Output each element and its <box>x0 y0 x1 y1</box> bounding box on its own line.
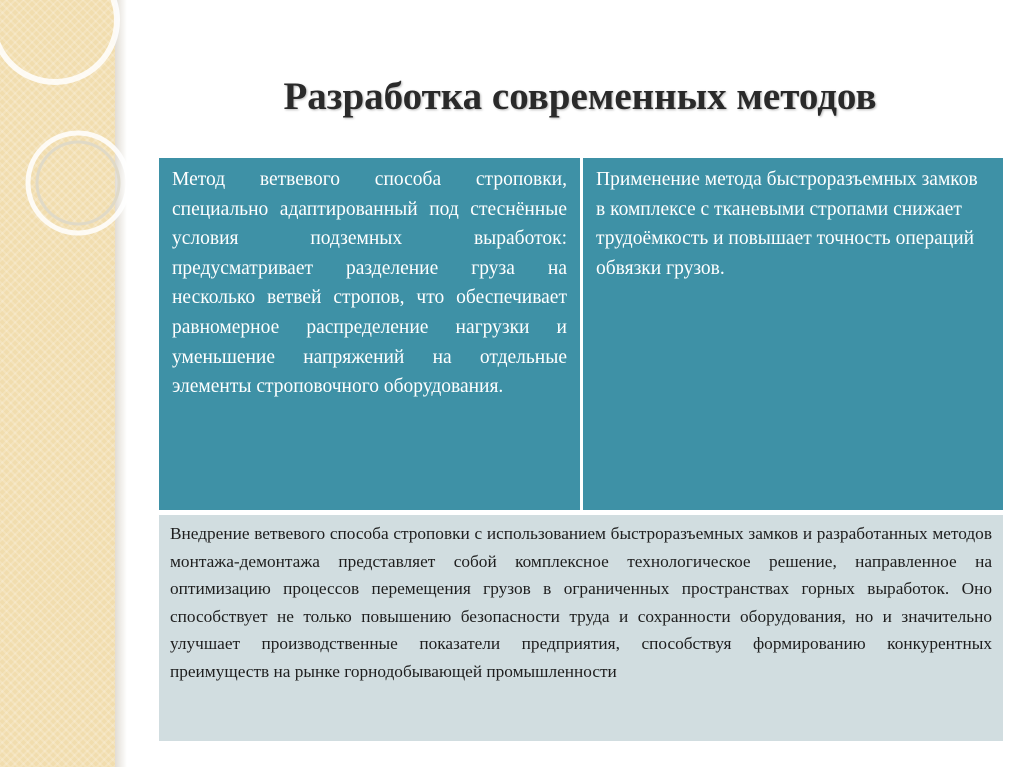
small-ring-outer <box>28 133 128 233</box>
slide-title: Разработка современных методов <box>283 75 877 118</box>
conclusion-cell: Внедрение ветвевого способа строповки с использованием быстроразъемных замков и разработанных методов монтажа-демонтажа представляет собой комплексное технологическое решение, направленное на оптимизацию процессов перемещения грузов в ограниченных пространствах горных выработок. Оно способствует не только повышению безопасности труда и сохранности оборудования, но и значительно улучшает производственные показатели предприятия, способствуя формированию конкурентных преимуществ на рынке горнодобывающей промышленности <box>159 515 1003 741</box>
branch-slinging-method-cell: Метод ветвевого способа строповки, специально адаптированный под стеснённые условия подземных выработок: предусматривает разделение груза на несколько ветвей стропов, что обеспечивает равномерное распределение нагрузки и уменьшение напряжений на отдельные элементы строповочного оборудования. <box>159 158 580 510</box>
small-ring-inner <box>37 142 119 224</box>
decorative-rings <box>0 0 130 300</box>
content-table <box>159 158 1003 741</box>
large-ring <box>0 0 117 82</box>
table-row-top <box>159 158 1003 510</box>
quick-release-locks-cell: Применение метода быстроразъемных замков в комплексе с тканевыми стропами снижает трудоёмкость и повышает точность операций обвязки грузов. <box>583 158 1003 510</box>
